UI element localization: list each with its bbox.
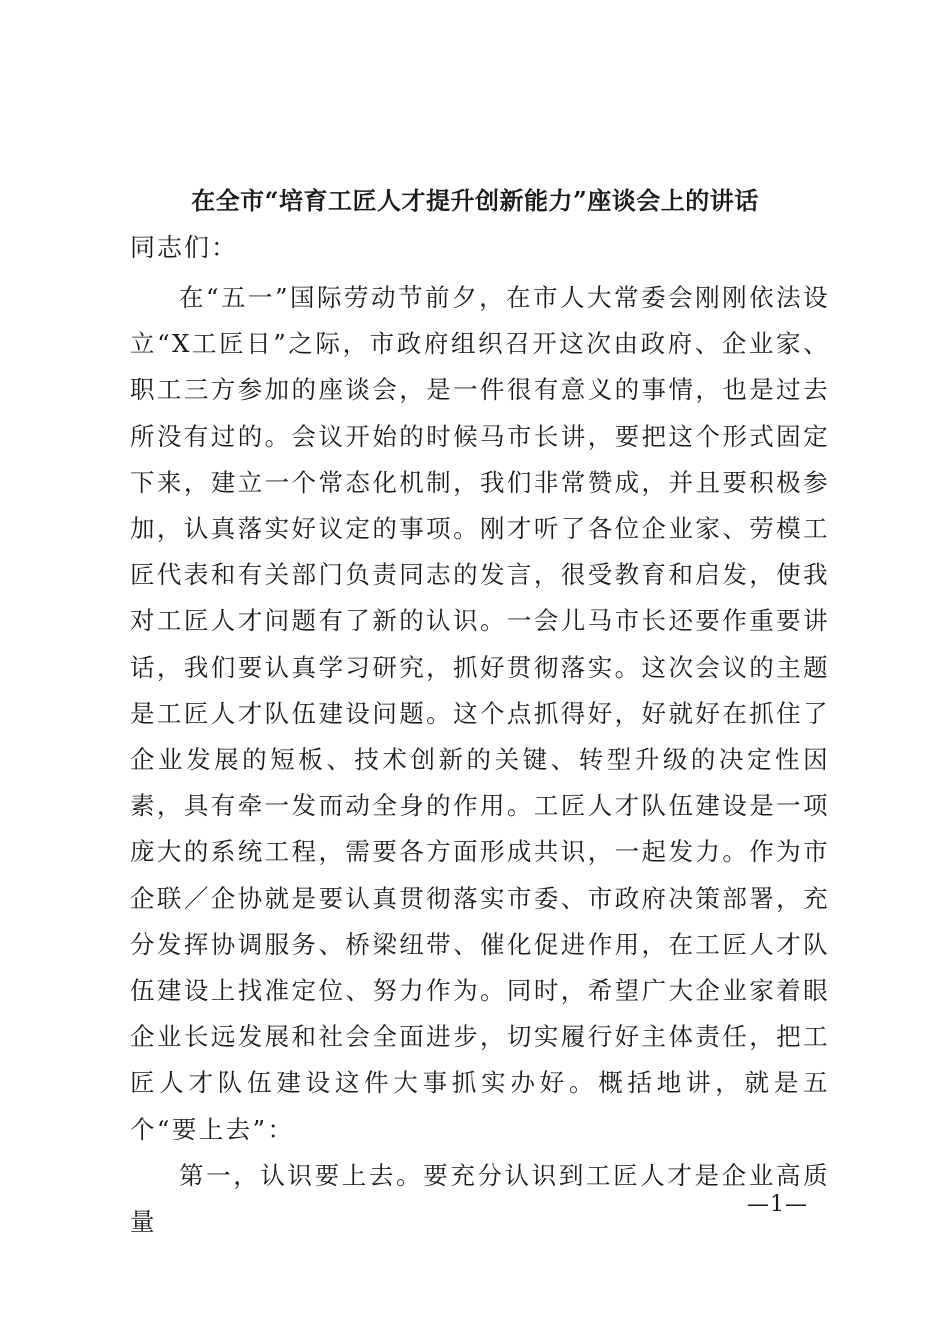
body-paragraph: 第一，认识要上去。要充分认识到工匠人才是企业高质量 bbox=[130, 1160, 830, 1237]
document-title: 在全市“培育工匠人才提升创新能力”座谈会上的讲话 bbox=[191, 186, 759, 215]
body-paragraph: 在“五一”国际劳动节前夕，在市人大常委会刚刚依法设立“X工匠日”之际，市政府组织召开这次由政府、企业家、职工三方参加的座谈会，是一件很有意义的事情，也是过去所没有过的。会议开始的时候马市长讲，要把这个形式固定下来，建立一个常态化机制，我们非常赞成，并且要积极参加，认真落实好议定的事项。刚才听了各位企业家、劳模工匠代表和有关部门负责同志的发言，很受教育和启发，使我对工匠人才问题有了新的认识。一会儿马市长还要作重要讲话，我们要认真学习研究，抓好贯彻落实。这次会议的主题是工匠人才队伍建设问题。这个点抓得好，好就好在抓住了企业发展的短板、技术创新的关键、转型升级的决定性因素，具有牵一发而动全身的作用。工匠人才队伍建设是一项庞大的系统工程，需要各方面形成共识，一起发力。作为市企联／企协就是要认真贯彻落实市委、市政府决策部署，充分发挥协调服务、桥梁纽带、催化促进作用，在工匠人才队伍建设上找准定位、努力作为。同时，希望广大企业家着眼企业长远发展和社会全面进步，切实履行好主体责任，把工匠人才队伍建设这件大事抓实办好。概括地讲，就是五个“要上去”： bbox=[130, 283, 830, 1144]
salutation: 同志们： bbox=[130, 233, 239, 262]
document-body bbox=[130, 275, 830, 1245]
page-number: —1— bbox=[747, 1192, 808, 1217]
